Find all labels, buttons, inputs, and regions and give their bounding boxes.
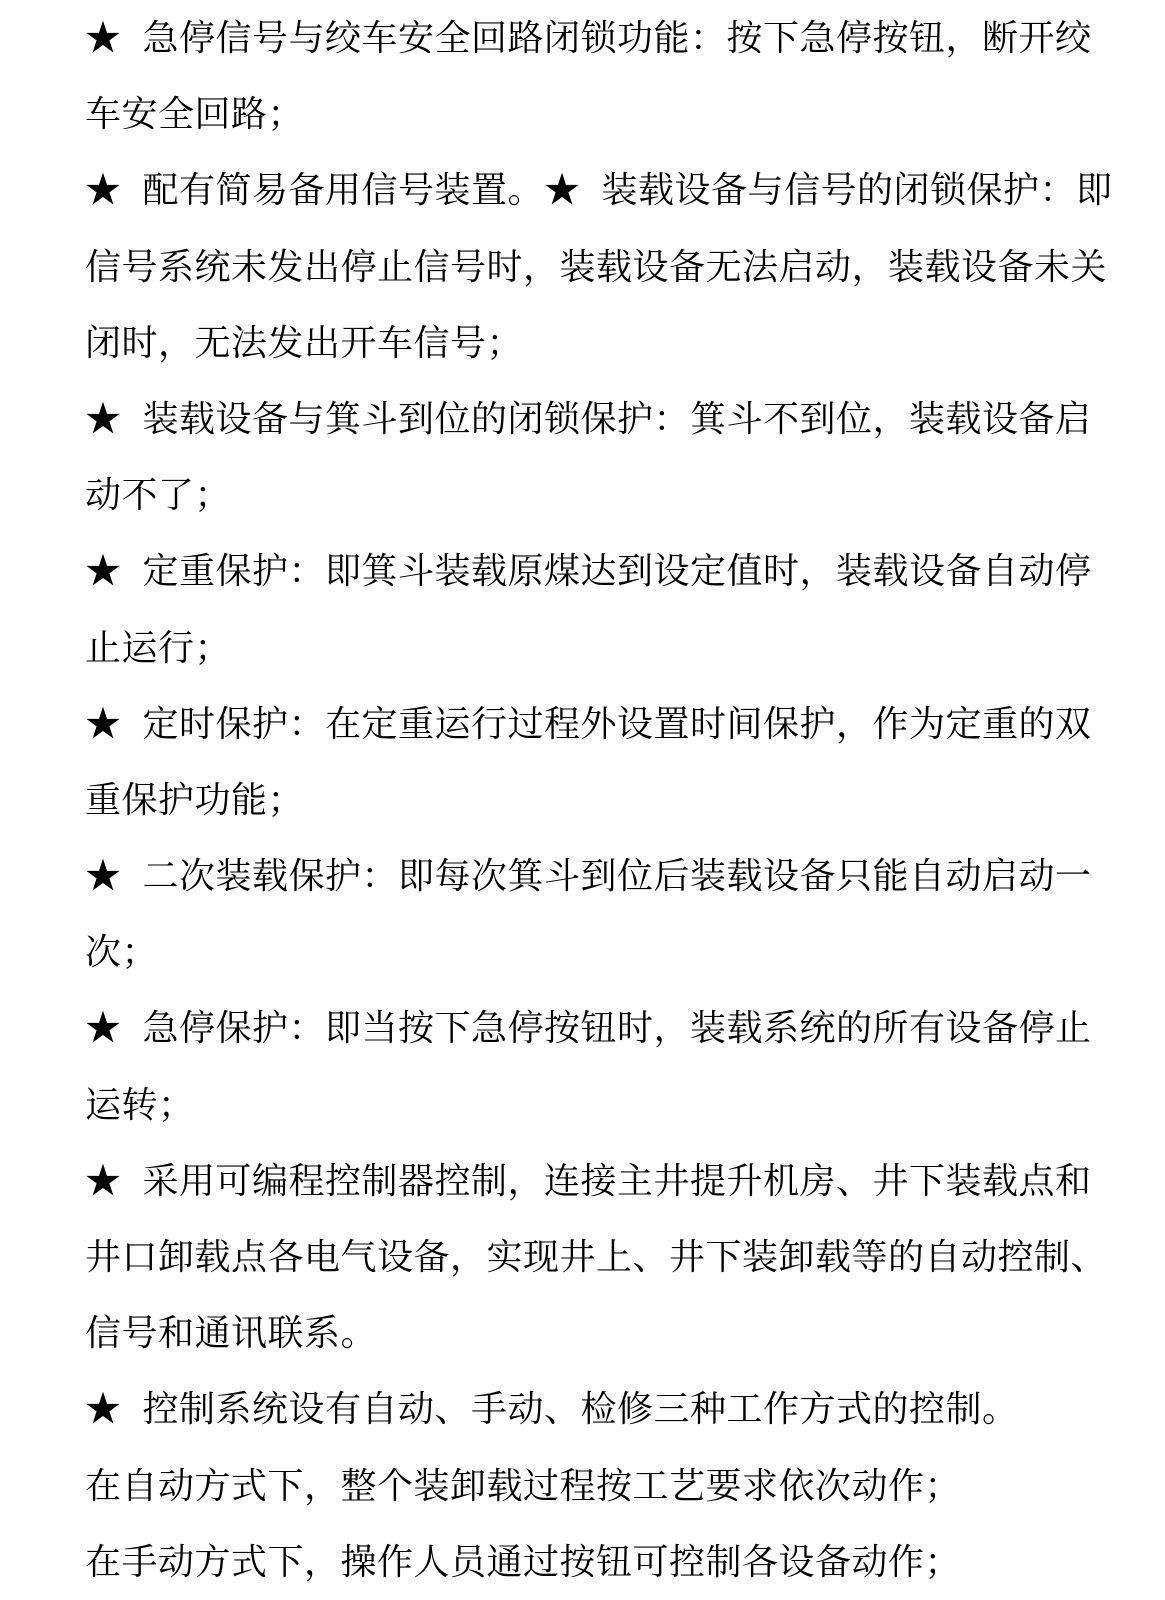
text-line: ★ 急停保护：即当按下急停按钮时，装载系统的所有设备停止	[85, 1007, 1092, 1049]
text-line: 闭时，无法发出开车信号；	[85, 321, 524, 363]
text-line: 在自动方式下，整个装卸载过程按工艺要求依次动作；	[85, 1464, 962, 1506]
text-line: ★ 控制系统设有自动、手动、检修三种工作方式的控制。	[85, 1388, 1019, 1430]
text-line: ★ 定重保护：即箕斗装载原煤达到设定值时，装载设备自动停	[85, 550, 1092, 592]
text-line: 在手动方式下，操作人员通过按钮可控制各设备动作；	[85, 1540, 962, 1582]
text-line: 动不了；	[85, 474, 232, 516]
text-line: 车安全回路；	[85, 93, 305, 135]
text-line: ★ 配有简易备用信号装置。★ 装载设备与信号的闭锁保护：即	[85, 169, 1113, 211]
text-line: 信号系统未发出停止信号时，装载设备无法启动，装载设备未关	[85, 245, 1108, 287]
text-line: 止运行；	[85, 626, 232, 668]
text-line: 次；	[85, 931, 159, 973]
text-line: ★ 装载设备与箕斗到位的闭锁保护：箕斗不到位，装载设备启	[85, 397, 1092, 439]
text-line: ★ 急停信号与绞车安全回路闭锁功能：按下急停按钮，断开绞	[85, 17, 1092, 58]
text-line: ★ 定时保护：在定重运行过程外设置时间保护，作为定重的双	[85, 702, 1092, 744]
text-line: 信号和通讯联系。	[85, 1312, 378, 1354]
text-line: 重保护功能；	[85, 778, 305, 820]
text-line: ★ 采用可编程控制器控制，连接主井提升机房、井下装载点和	[85, 1159, 1092, 1201]
text-line: ★ 二次装载保护：即每次箕斗到位后装载设备只能自动启动一	[85, 855, 1092, 897]
text-line: 井口卸载点各电气设备，实现井上、井下装卸载等的自动控制、	[85, 1236, 1108, 1277]
document-body	[85, 0, 1113, 1600]
text-line: 运转；	[85, 1083, 195, 1125]
